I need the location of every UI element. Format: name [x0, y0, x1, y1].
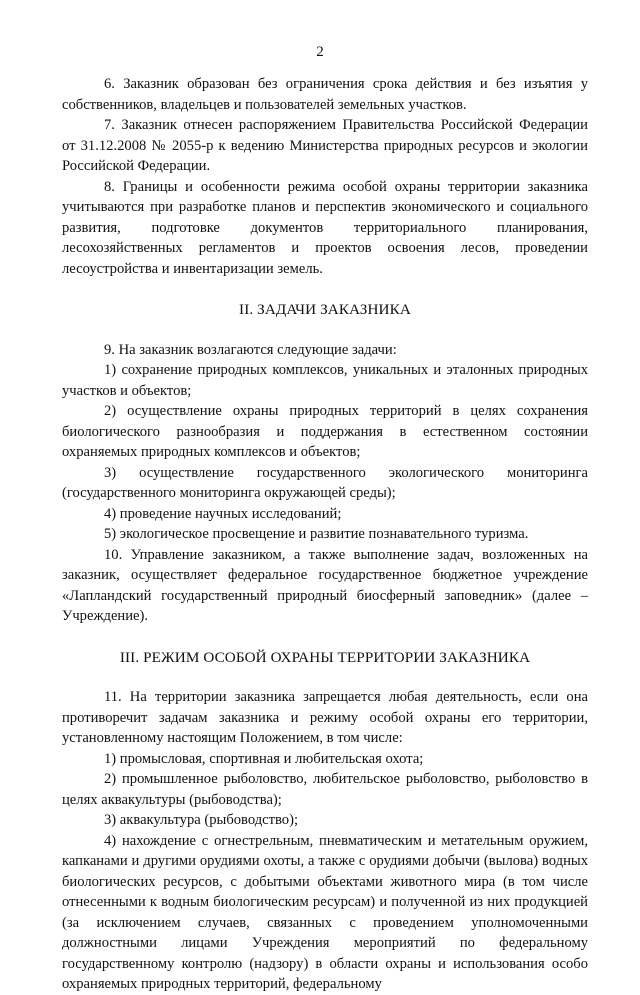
prohibition-item-1: 1) промысловая, спортивная и любительская охота;	[104, 750, 424, 767]
task-item-1: 1) сохранение природных комплексов, уникальных и эталонных природных участков и объектов;	[62, 362, 588, 399]
paragraph-6: 6. Заказник образован без ограничения срока действия и без изъятия у собственников, владельцев и пользователей земельных участков.	[62, 76, 588, 113]
paragraph-8: 8. Границы и особенности режима особой охраны территории заказника учитываются при разработке планов и перспектив экономического и социального развития, подготовке документов территориального планирования, лесохозяйственных регламентов и проектов освоения лесов, проведении лесоустройства и инвентаризации земель.	[62, 178, 588, 277]
prohibition-item-2: 2) промышленное рыболовство, любительское рыболовство, рыболовство в целях аквакультуры (рыбоводства);	[62, 771, 588, 808]
task-item-3: 3) осуществление государственного экологического мониторинга (государственного мониторинга окружающей среды);	[62, 464, 588, 501]
paragraph-10: 10. Управление заказником, а также выполнение задач, возложенных на заказник, осуществляет федеральное государственное бюджетное учреждение «Лапландский государственный природный биосферный заповедник» (далее – Учреждение).	[62, 546, 588, 624]
paragraph-9: 9. На заказник возлагаются следующие задачи:	[104, 341, 397, 358]
section-2-heading: II. ЗАДАЧИ ЗАКАЗНИКА	[239, 301, 411, 318]
page-number: 2	[316, 44, 324, 60]
task-item-5: 5) экологическое просвещение и развитие познавательного туризма.	[104, 526, 529, 542]
task-item-4: 4) проведение научных исследований;	[104, 505, 342, 522]
task-item-2: 2) осуществление охраны природных территорий в целях сохранения биологического разнообразия и поддержания в естественном состоянии охраняемых природных комплексов и объектов;	[62, 403, 588, 460]
prohibition-item-4: 4) нахождение с огнестрельным, пневматическим и метательным оружием, капканами и другими орудиями охоты, а также с орудиями добычи (вылова) водных биологических ресурсов, с добытыми объектами животного мира (в том числе отнесенными к водным биологическим ресурсам) и полученной из них продукцией (за исключением случаев, связанных с проведением уполномоченными должностными лицами Учреждения мероприятий по федеральному государственному контролю (надзору) в области охраны и использования особо охраняемых природных территорий, федеральному	[62, 832, 588, 992]
document-body	[62, 74, 588, 995]
paragraph-11: 11. На территории заказника запрещается любая деятельность, если она противоречит задачам заказника и режиму особой охраны его территории, установленному настоящим Положением, в том числе:	[62, 689, 588, 746]
paragraph-7: 7. Заказник отнесен распоряжением Правительства Российской Федерации от 31.12.2008 № 2055-р к ведению Министерства природных ресурсов и экологии Российской Федерации.	[62, 117, 588, 174]
prohibition-item-3: 3) аквакультура (рыбоводство);	[104, 812, 299, 828]
section-3-heading: III. РЕЖИМ ОСОБОЙ ОХРАНЫ ТЕРРИТОРИИ ЗАКАЗНИКА	[119, 648, 531, 666]
